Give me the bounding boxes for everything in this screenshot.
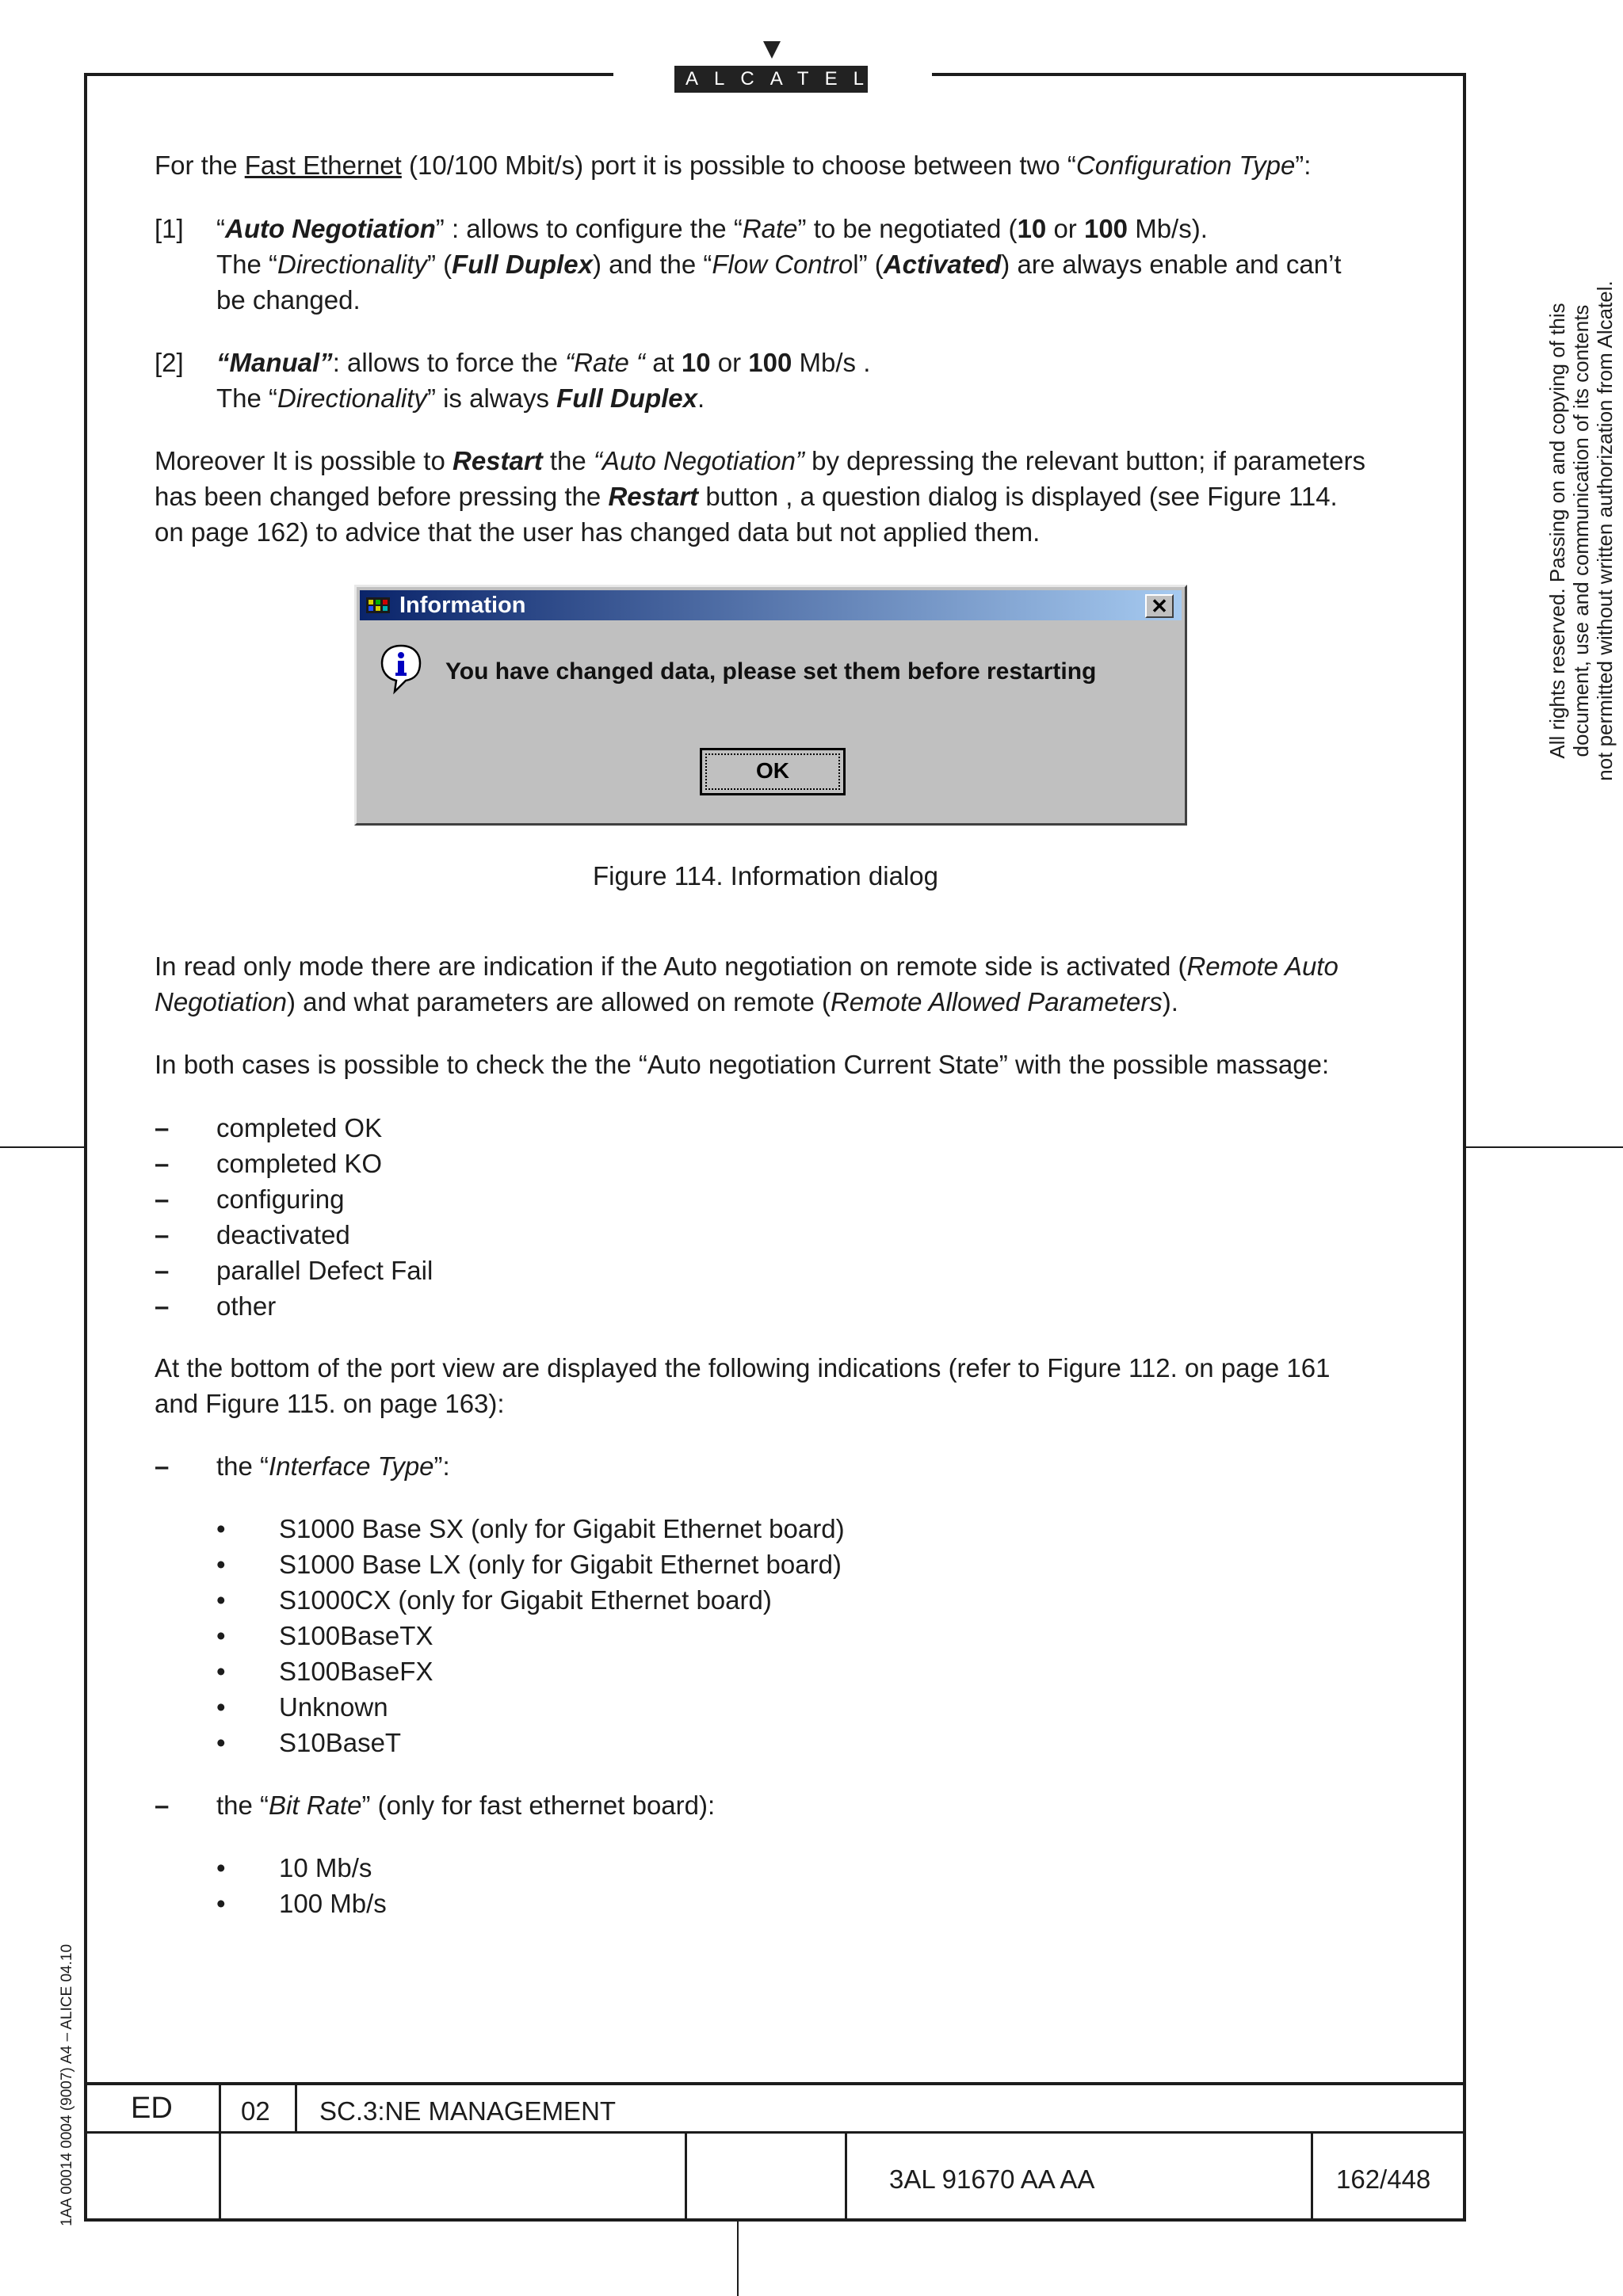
dialog-title: Information [399,593,526,618]
item-2-line-2: The “Directionality” is always Full Duplex. [216,383,705,413]
restart-paragraph-line-3: on page 162) to advice that the user has changed data but not applied them. [155,517,1041,547]
state-item: completed KO [216,1149,383,1178]
copyright-notice [1545,261,1617,800]
footer-col-5 [1311,2131,1313,2220]
bitrate-dash: – [155,1791,170,1820]
interface-type-item: S10BaseT [279,1728,402,1757]
copyright-line-3: not permitted without written authorization from Alcatel. [1593,280,1617,781]
both-cases-paragraph: In both cases is possible to check the the “Auto negotiation Current State” with the possible massage: [155,1050,1330,1079]
bullet-icon: • [216,1728,226,1757]
fast-ethernet-link[interactable]: Fast Ethernet [244,151,402,180]
footer-top-rule [84,2082,1466,2085]
bit-rate-item: 10 Mb/s [279,1853,372,1882]
item-1-number: [1] [155,214,184,243]
copyright-line-1: All rights reserved. Passing on and copying of this [1545,303,1569,759]
close-button[interactable]: ✕ [1145,594,1174,618]
bullet-icon: • [216,1621,226,1650]
interface-type-item: S100BaseFX [279,1657,433,1686]
state-dash: – [155,1184,170,1214]
footer-section: SC.3:NE MANAGEMENT [319,2096,617,2126]
footer-mid-rule [84,2131,1466,2134]
dialog-message: You have changed data, please set them before restarting [445,658,1097,685]
bit-rate-item: 100 Mb/s [279,1889,387,1918]
bit-rate-heading: the “Bit Rate” (only for fast ethernet board): [216,1791,716,1820]
interface-type-item: S1000CX (only for Gigabit Ethernet board) [279,1585,772,1615]
state-item: configuring [216,1184,345,1214]
state-dash: – [155,1149,170,1178]
state-dash: – [155,1256,170,1285]
form-code: 1AA 00014 0004 (9007) A4 – ALICE 04.10 [59,1943,75,2226]
interface-type-item: Unknown [279,1692,388,1722]
bullet-icon: • [216,1657,226,1686]
interface-type-item: S1000 Base SX (only for Gigabit Ethernet board) [279,1514,845,1543]
copyright-line-2: document, use and communication of its contents [1569,304,1593,757]
frame-top-right [932,73,1466,76]
info-icon [379,643,423,698]
item-2-line-1: “Manual”: allows to force the “Rate “ at 10 or 100 Mb/s . [216,348,871,377]
bullet-icon: • [216,1889,226,1918]
ok-button[interactable] [700,748,846,795]
state-item: other [216,1291,277,1321]
restart-paragraph-line-2: has been changed before pressing the Restart button , a question dialog is displayed (see Figure 114. [155,482,1338,511]
frame-top-left [84,73,613,76]
bullet-icon: • [216,1853,226,1882]
alcatel-logo: ALCATEL [674,66,868,93]
interface-type-heading: the “Interface Type”: [216,1451,450,1481]
footer-col-2 [295,2082,297,2133]
interface-type-item: S100BaseTX [279,1621,433,1650]
bullet-icon: • [216,1585,226,1615]
state-item: completed OK [216,1113,383,1142]
readonly-paragraph-line-1: In read only mode there are indication if the Auto negotiation on remote side is activated (Remote Auto [155,952,1338,981]
bullet-icon: • [216,1692,226,1722]
footer-ed: ED [131,2092,173,2125]
bottom-paragraph-line-2: and Figure 115. on page 163): [155,1389,505,1418]
item-1-line-2: The “Directionality” (Full Duplex) and the “Flow Control” (Activated) are always enable and can’t [216,250,1342,279]
state-dash: – [155,1291,170,1321]
footer-col-3 [685,2131,687,2220]
intro-paragraph: For the Fast Ethernet (10/100 Mbit/s) port it is possible to choose between two “Configuration Type”: [155,151,1312,180]
item-1-line-1: “Auto Negotiation” : allows to configure the “Rate” to be negotiated (10 or 100 Mb/s). [216,214,1208,243]
crop-mark-bottom [737,2220,739,2296]
bottom-paragraph-line-1: At the bottom of the port view are displayed the following indications (refer to Figure 112. on page 161 [155,1353,1331,1383]
item-1-line-3: be changed. [216,285,361,315]
ok-button-label: OK [705,753,840,790]
footer-page-number: 162/448 [1336,2164,1431,2194]
crop-mark-right [1465,1146,1623,1148]
state-item: parallel Defect Fail [216,1256,433,1285]
footer-col-1 [219,2082,221,2220]
information-dialog [354,585,1187,826]
footer-ed-number: 02 [241,2096,270,2126]
state-dash: – [155,1113,170,1142]
crop-mark-left [0,1146,86,1148]
footer-doc-code: 3AL 91670 AA AA [889,2164,1095,2194]
footer-col-4 [845,2131,847,2220]
bullet-icon: • [216,1550,226,1579]
interface-type-item: S1000 Base LX (only for Gigabit Ethernet board) [279,1550,842,1579]
item-2-number: [2] [155,348,184,377]
app-icon [366,597,390,613]
state-item: deactivated [216,1220,350,1249]
restart-paragraph-line-1: Moreover It is possible to Restart the “Auto Negotiation” by depressing the relevant button; if parameters [155,446,1365,475]
frame-bottom [84,2218,1466,2222]
readonly-paragraph-line-2: Negotiation) and what parameters are allowed on remote (Remote Allowed Parameters). [155,987,1178,1016]
figure-caption: Figure 114. Information dialog [593,861,938,891]
logo-triangle-icon [763,41,781,59]
dialog-titlebar[interactable] [360,590,1182,620]
bullet-icon: • [216,1514,226,1543]
interface-dash: – [155,1451,170,1481]
state-dash: – [155,1220,170,1249]
